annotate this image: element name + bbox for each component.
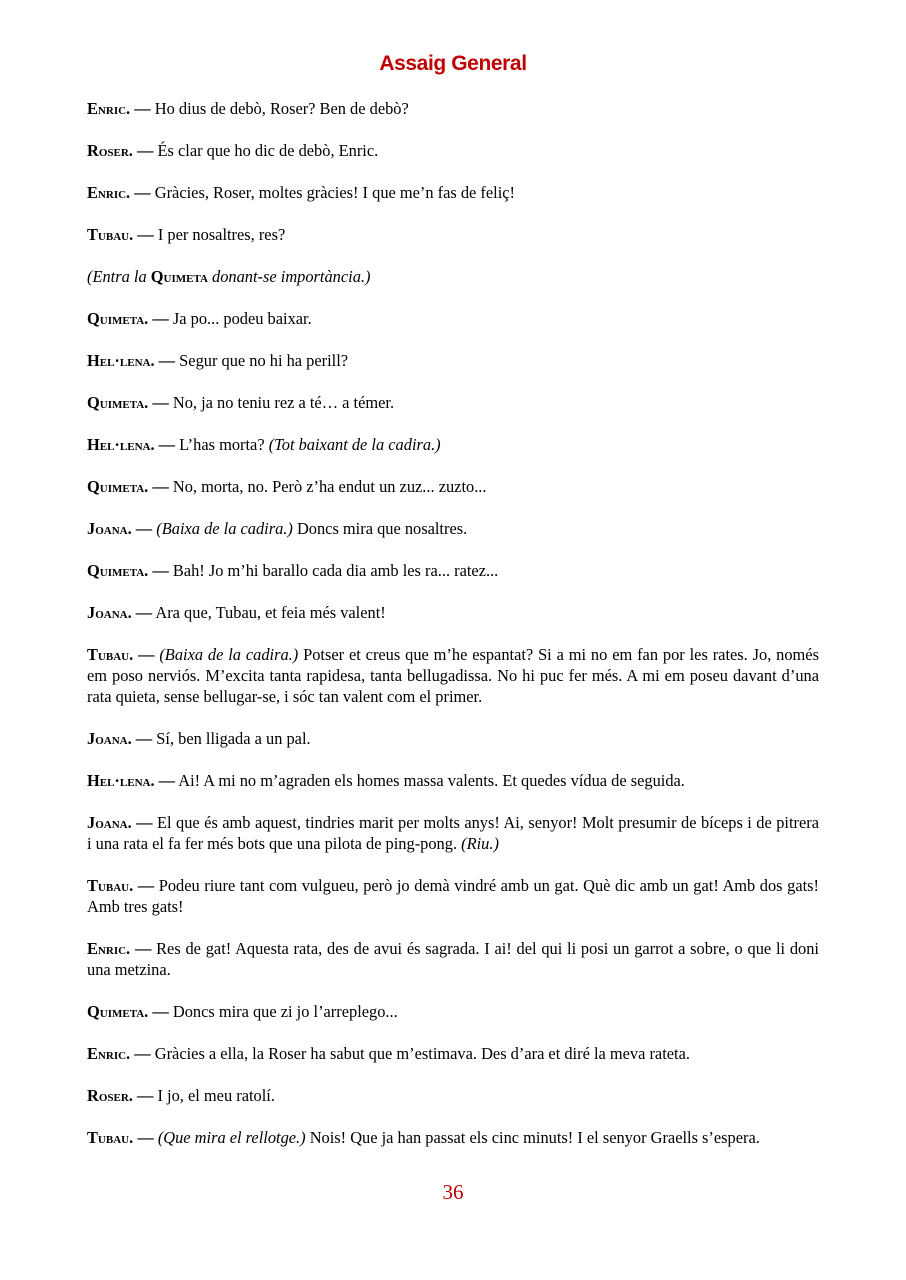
- dialogue-text: Potser et creus que m’he espantat? Si a mi no em fan por les rates. Jo, només em poso nerviós. M’excita tanta rapidesa, tanta bellugadissa. No hi puc fer més. A mi em poseu davant d’una rata quieta, sense bellugar-se, i sóc tan valent com el primer.: [87, 645, 819, 706]
- speaker-dash: —: [152, 1002, 169, 1021]
- speaker-name: Hel·lena.: [87, 771, 155, 790]
- dialogue-text: Ho dius de debò, Roser? Ben de debò?: [154, 99, 409, 118]
- page-title: Assaig General: [379, 52, 527, 75]
- speaker-dash: —: [137, 1086, 154, 1105]
- speaker-dash: —: [152, 561, 169, 580]
- stage-direction: [87, 266, 819, 287]
- speaker-name: Quimeta.: [87, 309, 149, 328]
- dialogue-line: [87, 644, 819, 707]
- stage-direction: (Baixa de la cadira.): [159, 645, 299, 664]
- speaker-dash: —: [137, 141, 154, 160]
- dialogue-line: [87, 728, 819, 749]
- dialogue-text: Gràcies, Roser, moltes gràcies! I que me’n fas de feliç!: [154, 183, 516, 202]
- dialogue-line: [87, 98, 819, 119]
- speaker-dash: —: [158, 351, 176, 370]
- dialogue-text: Sí, ben lligada a un pal.: [156, 729, 311, 748]
- speaker-dash: —: [137, 1128, 154, 1147]
- dialogue-text: Doncs mira que nosaltres.: [292, 519, 468, 538]
- speaker-dash: —: [134, 939, 152, 958]
- speaker-name: Enric.: [87, 99, 131, 118]
- dialogue-line: [87, 812, 819, 854]
- speaker-name: Quimeta.: [87, 561, 149, 580]
- speaker-name: Hel·lena.: [87, 351, 155, 370]
- dialogue-line: [87, 476, 819, 497]
- dialogue-text: Doncs mira que zi jo l’arreplego...: [172, 1002, 398, 1021]
- stage-direction-text: donant-se importància.): [207, 267, 371, 286]
- speaker-dash: —: [152, 393, 169, 412]
- speaker-name: Tubau.: [87, 645, 134, 664]
- speaker-dash: —: [135, 519, 153, 538]
- speaker-name: Tubau.: [87, 1128, 134, 1147]
- dialogue-text: Nois! Que ja han passat els cinc minuts! I el senyor Graells s’espera.: [305, 1128, 760, 1147]
- speaker-dash: —: [135, 603, 153, 622]
- speaker-dash: —: [137, 225, 154, 244]
- speaker-name: Enric.: [87, 939, 131, 958]
- speaker-dash: —: [138, 645, 155, 664]
- dialogue-line: [87, 350, 819, 371]
- dialogue-line: [87, 518, 819, 539]
- speaker-dash: —: [134, 1044, 151, 1063]
- dialogue-line: [87, 875, 819, 917]
- dialogue-line: [87, 1127, 819, 1148]
- dialogue-text: És clar que ho dic de debò, Enric.: [157, 141, 379, 160]
- speaker-dash: —: [135, 729, 153, 748]
- speaker-name: Quimeta.: [87, 477, 149, 496]
- dialogue-line: [87, 392, 819, 413]
- speaker-name: Roser.: [87, 1086, 133, 1105]
- speaker-dash: —: [152, 477, 169, 496]
- dialogue-line: [87, 434, 819, 455]
- dialogue-line: [87, 182, 819, 203]
- dialogue-text: Ja po... podeu baixar.: [172, 309, 312, 328]
- dialogue-text: Podeu riure tant com vulgueu, però jo demà vindré amb un gat. Què dic amb un gat! Amb dos gats! Amb tres gats!: [87, 876, 819, 916]
- dialogue-line: [87, 224, 819, 245]
- speaker-name: Enric.: [87, 183, 131, 202]
- speaker-name: Hel·lena.: [87, 435, 155, 454]
- speaker-name: Joana.: [87, 603, 132, 622]
- speaker-dash: —: [152, 309, 169, 328]
- stage-direction: (Riu.): [461, 834, 499, 853]
- dialogue-text: Ara que, Tubau, et feia més valent!: [155, 603, 386, 622]
- speaker-dash: —: [134, 99, 151, 118]
- dialogue-text: I per nosaltres, res?: [157, 225, 286, 244]
- dialogue-line: [87, 1085, 819, 1106]
- dialogue-line: [87, 1001, 819, 1022]
- dialogue-line: [87, 140, 819, 161]
- speaker-dash: —: [158, 435, 176, 454]
- dialogue-text: Res de gat! Aquesta rata, des de avui és sagrada. I ai! del qui li posi un garrot a sobre, o que li doni una metzina.: [87, 939, 819, 979]
- stage-direction: (Tot baixant de la cadira.): [268, 435, 441, 454]
- speaker-name: Quimeta.: [87, 1002, 149, 1021]
- dialogue-text: No, ja no teniu rez a té… a témer.: [172, 393, 395, 412]
- speaker-name: Tubau.: [87, 876, 134, 895]
- speaker-name: Enric.: [87, 1044, 131, 1063]
- dialogue-text: Bah! Jo m’hi barallo cada dia amb les ra... ratez...: [172, 561, 499, 580]
- dialogue-line: [87, 560, 819, 581]
- dialogue-line: [87, 1043, 819, 1064]
- speaker-dash: —: [158, 771, 176, 790]
- speaker-name: Roser.: [87, 141, 133, 160]
- dialogue-text: L’has morta?: [179, 435, 269, 454]
- dialogue-text: Ai! A mi no m’agraden els homes massa valents. Et quedes vídua de seguida.: [178, 771, 685, 790]
- speaker-dash: —: [137, 876, 155, 895]
- speaker-name: Joana.: [87, 519, 132, 538]
- dialogue-text: I jo, el meu ratolí.: [157, 1086, 275, 1105]
- speaker-dash: —: [134, 183, 151, 202]
- stage-character-name: Quimeta: [150, 267, 208, 286]
- dialogue-line: [87, 770, 819, 791]
- dialogue-text: Gràcies a ella, la Roser ha sabut que m’estimava. Des d’ara et diré la meva rateta.: [154, 1044, 690, 1063]
- speaker-name: Joana.: [87, 813, 132, 832]
- dialogue-line: [87, 602, 819, 623]
- stage-direction-text: (Entra la: [87, 267, 151, 286]
- speaker-name: Joana.: [87, 729, 132, 748]
- speaker-dash: —: [136, 813, 153, 832]
- speaker-name: Tubau.: [87, 225, 134, 244]
- stage-direction: (Que mira el rellotge.): [157, 1128, 306, 1147]
- stage-direction: (Baixa de la cadira.): [156, 519, 293, 538]
- script-body: [87, 98, 819, 1169]
- dialogue-text: Segur que no hi ha perill?: [179, 351, 349, 370]
- dialogue-text: No, morta, no. Però z’ha endut un zuz... zuzto...: [172, 477, 487, 496]
- dialogue-text: El que és amb aquest, tindries marit per molts anys! Ai, senyor! Molt presumir de bíceps i de pitrera i una rata el fa fer més bots que una pilota de ping-pong.: [87, 813, 819, 853]
- dialogue-line: [87, 308, 819, 329]
- page-number: 36: [442, 1180, 464, 1204]
- dialogue-line: [87, 938, 819, 980]
- speaker-name: Quimeta.: [87, 393, 149, 412]
